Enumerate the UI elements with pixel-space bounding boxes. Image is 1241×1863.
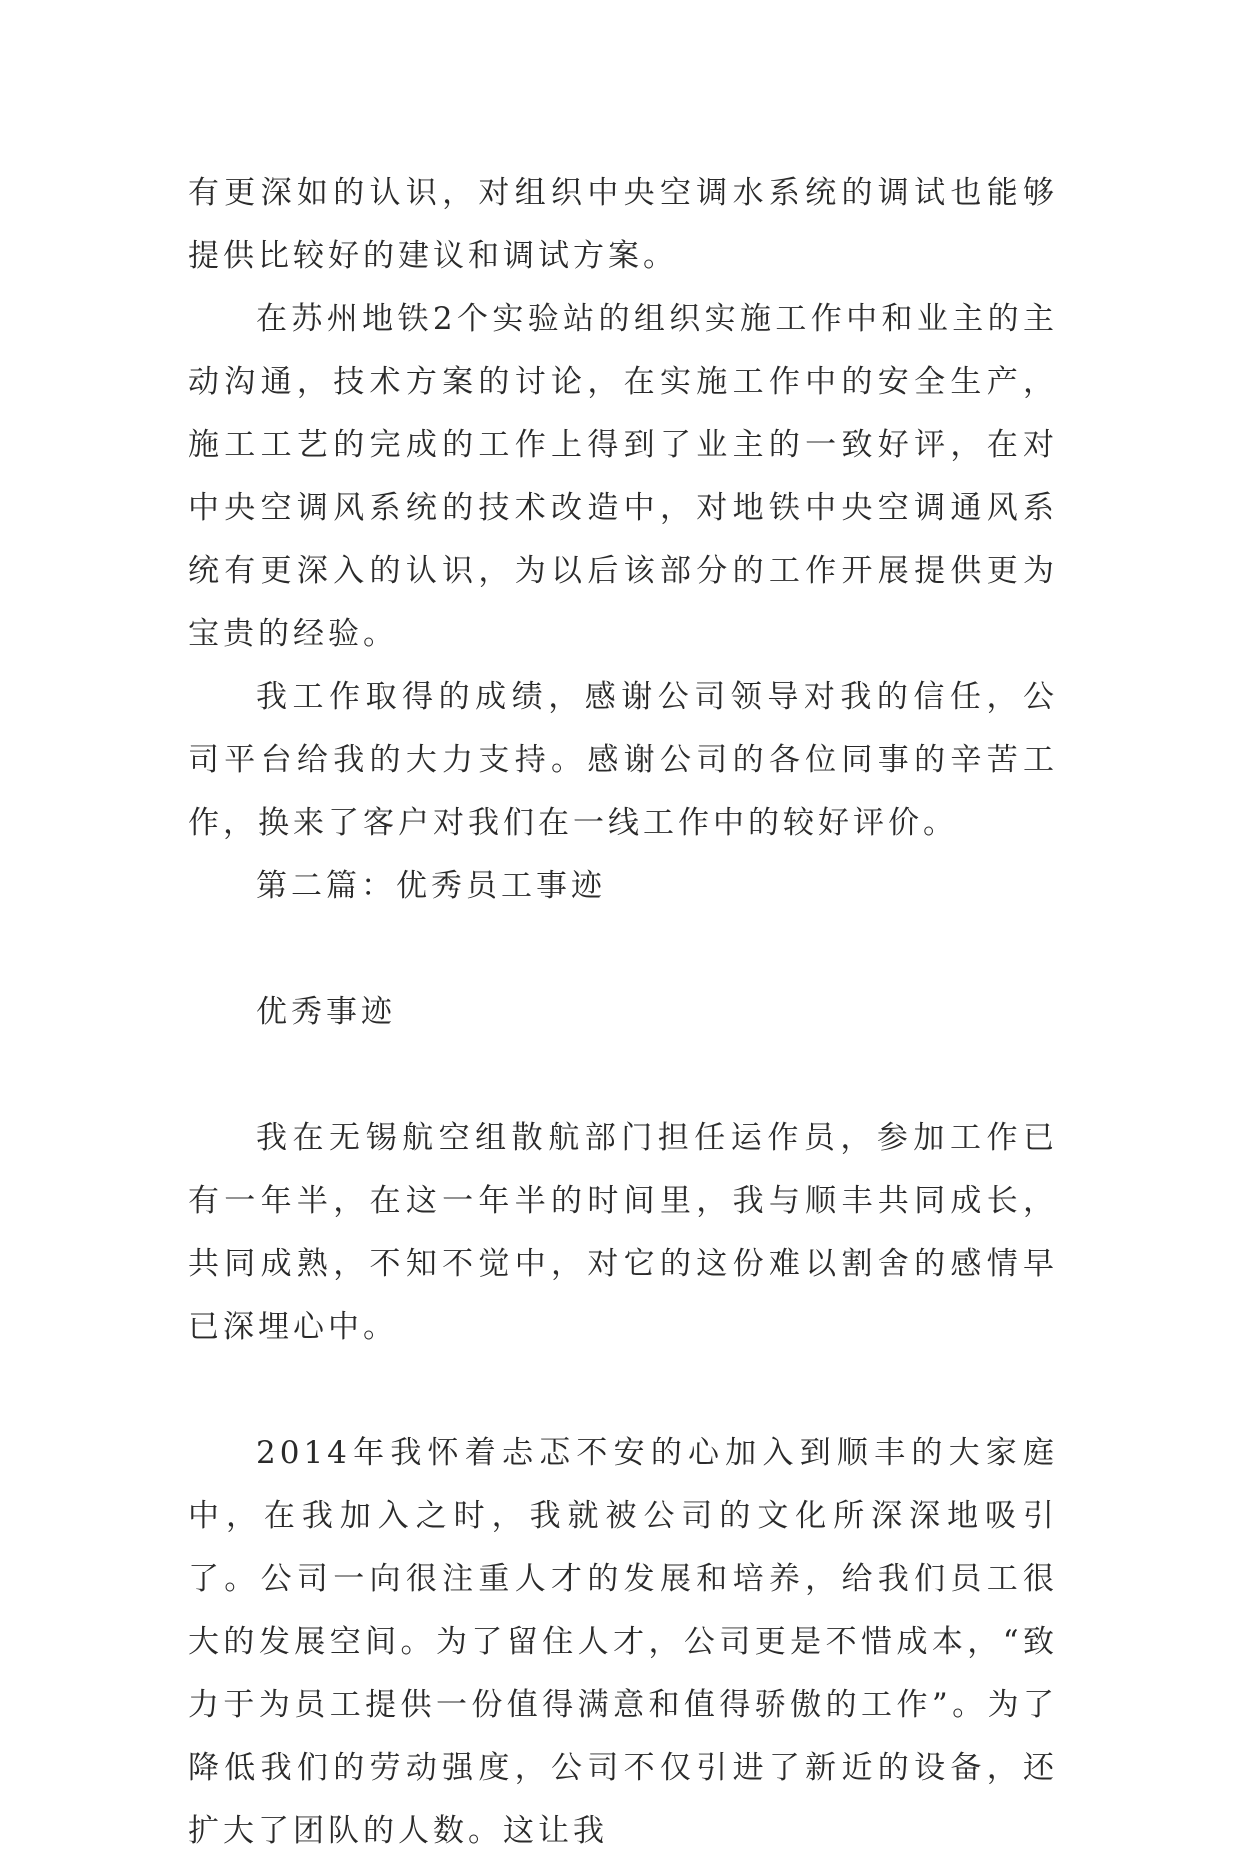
paragraph-suzhou-metro: 在苏州地铁2个实验站的组织实施工作中和业主的主动沟通，技术方案的讨论，在实施工作中的安全生产，施工工艺的完成的工作上得到了业主的一致好评，在对中央空调风系统的技术改造中，对地铁中央空调通风系统有更深入的认识，为以后该部分的工作开展提供更为宝贵的经验。	[188, 301, 1058, 652]
paragraph-thanks: 我工作取得的成绩，感谢公司领导对我的信任，公司平台给我的大力支持。感谢公司的各位同事的辛苦工作，换来了客户对我们在一线工作中的较好评价。	[188, 679, 1058, 841]
blank-line	[188, 918, 1058, 981]
blank-line	[188, 1359, 1058, 1422]
blank-line	[188, 1044, 1058, 1107]
section-heading: 第二篇：优秀员工事迹	[256, 868, 606, 904]
paragraph-continuation: 有更深如的认识，对组织中央空调水系统的调试也能够提供比较好的建议和调试方案。	[188, 175, 1058, 274]
paragraph-2014: 2014年我怀着忐忑不安的心加入到顺丰的大家庭中，在我加入之时，我就被公司的文化所深深地吸引了。公司一向很注重人才的发展和培养，给我们员工很大的发展空间。为了留住人才，公司更是不惜成本，“致力于为员工提供一份值得满意和值得骄傲的工作”。为了降低我们的劳动强度，公司不仅引进了新近的设备，还扩大了团队的人数。这让我	[188, 1435, 1058, 1849]
document-body	[188, 162, 1058, 1863]
paragraph-intro: 我在无锡航空组散航部门担任运作员，参加工作已有一年半，在这一年半的时间里，我与顺丰共同成长，共同成熟，不知不觉中，对它的这份难以割舍的感情早已深埋心中。	[188, 1120, 1058, 1345]
subheading: 优秀事迹	[256, 994, 396, 1030]
